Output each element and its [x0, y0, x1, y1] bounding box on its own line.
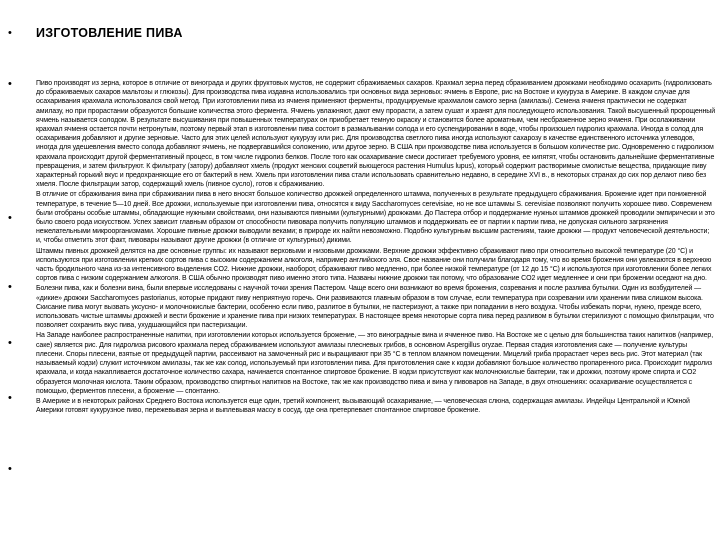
bullet-marker: • — [8, 212, 12, 224]
bullet-marker: • — [8, 27, 12, 39]
page-title: ИЗГОТОВЛЕНИЕ ПИВА — [36, 26, 183, 40]
paragraph-malting: Пиво производят из зерна, которое в отличие от винограда и других фруктовых мустов, не содержит сбраживаемых сахаров. Крахмал зерна перед сбраживанием дрожжами необходимо осахарить (гидролизовать до сбраживаемых сахаров мальтозы и глюкозы). Для производства пива издавна использовались три основных вида зерновых: ячмень в Европе, рис на Востоке и кукуруза в Америке. В каждом случае для осахаривания крахмала использовался свой метод. При изготовлении пива из ячменя применяют ферменты, продуцируемые крахмалом самого зерна (амилазы). Семена ячменя практически не содержат амилазу, но при прорастании образуются большие количества этого фермента. Ячмень увлажняют, дают ему прорасти, а затем сушат и хранят для последующего использования. Такой высушенный пророщенный ячмень называется солодом. В результате высушивания при повышенных температурах он приобретает темную окраску и становится более ароматным, чем несбраженное зерно ячменя. При осолаживании крахмал ячменя остается почти нетронутым, поэтому первый этап в изготовлении пива состоит в размалывании солода и его суспендировании в воде, чтобы произошел гидролиз крахмала. Иногда в солод для осахаривания добавляют и другие зерновые. Часто для этих целей используют кукурузу или рис. Для производства светлого пива иногда используют сахарозу в качестве единственного источника углеводов, иногда для удешевления вместо солода добавляют ячмень, не подвергавшийся соложению, или другое зерно. В США при производстве пива используется в большом количестве рис. Одновременно с гидролизом крахмала происходит другой ферментативный процесс, в том числе гидролиз белков. После того как осахаривание смеси достигает требуемого уровня, ее кипятят, чтобы остановить дальнейшие ферментативные превращения, и затем фильтруют. К фильтрату (затору) добавляют хмель (продукт женских соцветий вьющегося растения Humulus lupus), который содержит растворимые смолистые вещества, придающие пиву характерный горький вкус и предохраняющие его от бактерий в нем. Хмель при изготовлении пива стали использовать сравнительно недавно, в середине XVI в., в некоторых странах до сих пор делают пиво без хмеля. После фильтрации затор, содержащий хмель (пивное сусло), готов к сбраживанию. — [36, 80, 716, 189]
bullet-marker: • — [8, 337, 12, 349]
paragraph-saliva: В Америке и в некоторых районах Среднего Востока используется еще один, третий компонент, вызывающий осахаривание, — человеческая слюна, содержащая амилазы. Индейцы Центральной и Южной Америки готовят кукурузное пиво, пережевывая зерна и выплевывая массу в сосуд, где она претерпевает спонтанное спиртовое брожение. — [36, 397, 690, 415]
bullet-marker: • — [8, 392, 12, 404]
paragraph-sake: На Западе наиболее распространенные напитки, при изготовлении которых используется брожение, — это виноградные вина и ячменное пиво. На Востоке же с целью для большинства таких напитков (например, саке) является рис. Для гидролиза рисового крахмала перед сбраживанием используют амилазы плесневых грибов, в основном Aspergillus oryzae. Первая стадия изготовления саке — получение культуры плесени. Споры плесени, взятые от предыдущей партии, рассеивают на замоченный рис и выращивают при 35 °С в теплом влажном помещении. Мицелий гриба прорастает через весь рис. Этот материал (так называемый кодзи) служит источником амилазы, так же как солод, используемый при изготовлении пива. Для приготовления саке к кодзи добавляют большое количество пропаренного риса. Происходит гидролиз крахмала, и когда накапливается достаточное количество сахара, начинается спонтанное спиртовое брожение. В кодзи присутствуют как молочнокислые бактерии, так и дрожжи, поэтому кроме спирта и CO2 образуется молочная кислота. Таким образом, производство спиртных напитков на Востоке, так же как производство пива и вина у пивоваров на Западе, в двух отношениях: осахаривание осуществляется с помощью, ферментов плесени, а брожение — спонтанно. — [36, 332, 714, 395]
bullet-marker: • — [8, 78, 12, 90]
bullet-marker: • — [8, 281, 12, 293]
body-text — [36, 79, 716, 415]
bullet-marker: • — [8, 463, 12, 475]
paragraph-beer-diseases: Болезни пива, как и болезни вина, были впервые исследованы с научной точки зрения Пастером. Чаще всего они возникают во время брожения, созревания и после разлива бутылки. Один из возбудителей — «дикие» дрожжи Saccharomyces pastorianus, которые придают пиву неприятную горечь. Они развиваются главным образом в том случае, если температура при созревании или хранении пива слишком высока. Скисание пива могут вызвать уксусно- и молочнокислые бактерии, особенно если пиво, разлитое в бутылки, не пастеризуют, а также при попадании в него воздуха. Чтобы избежать порчи, нужно, прежде всего, использовать чистые штаммы дрожжей и вести брожение и хранение пива при низких температурах. В настоящее время некоторые сорта пива перед разливом в бутылки стерилизуют с помощью фильтрации, что позволяет сохранить вкус пива, ухудшающийся при пастеризации. — [36, 285, 714, 330]
paragraph-yeast-strains: В отличие от сбраживания вина при сбраживании пива в него вносят большое количество дрожжей определенного штамма, полученных в результате предыдущего сбраживания. Брожение идет при пониженной температуре, в течение 5—10 дней. Все дрожжи, используемые при изготовлении пива, относятся к виду Saccharomyces cerevisiae, но не все штаммы S. cerevisiae позволяют получить хорошее пиво. Современем были отобраны особые штаммы, обладающие нужными свойствами, они называются пивными (культурными) дрожжами. До Пастера отбор и поддержание нужных штаммов дрожжей проводили эмпирически и это было своего рода искусством. Успех зависит главным образом от способности пивовара получить популяцию штаммов и поддерживать ее от партии к партии пива, не допуская сильного загрязнения нежелательными микроорганизмами. Хорошие пивные дрожжи выводили веками; в природе их найти невозможно. Подобно культурным высшим растениям, такие дрожжи — продукт человеческой деятельности; и, чтобы отметить этот факт, пивовары называют другие дрожжи (в отличие от культурных) дикими. — [36, 191, 715, 245]
paragraph-top-bottom-yeast: Штаммы пивных дрожжей делятся на две основные группы: их называют верховыми и низовыми дрожжами. Верхние дрожжи эффективно сбраживают пиво при относительно высокой температуре (20 °С) и используются при изготовлении крепких сортов пива с высоким содержанием алкоголя, например английского эля. Свое название они получили благодаря тому, что во время брожения они увлекаются в верхнюю часть бродильного чана из-за интенсивного выделения CO2. Нижние дрожжи, наоборот, сбраживают пиво медленно, при более низкой температуре (от 12 до 15 °С) и используются при изготовлении более легких сортов пива с низким содержанием алкоголя. В США обычно производят пиво именно этого типа. Названы нижние дрожжи так потому, что образование CO2 идет медленнее и они при брожении оседают на дно. — [36, 247, 712, 283]
